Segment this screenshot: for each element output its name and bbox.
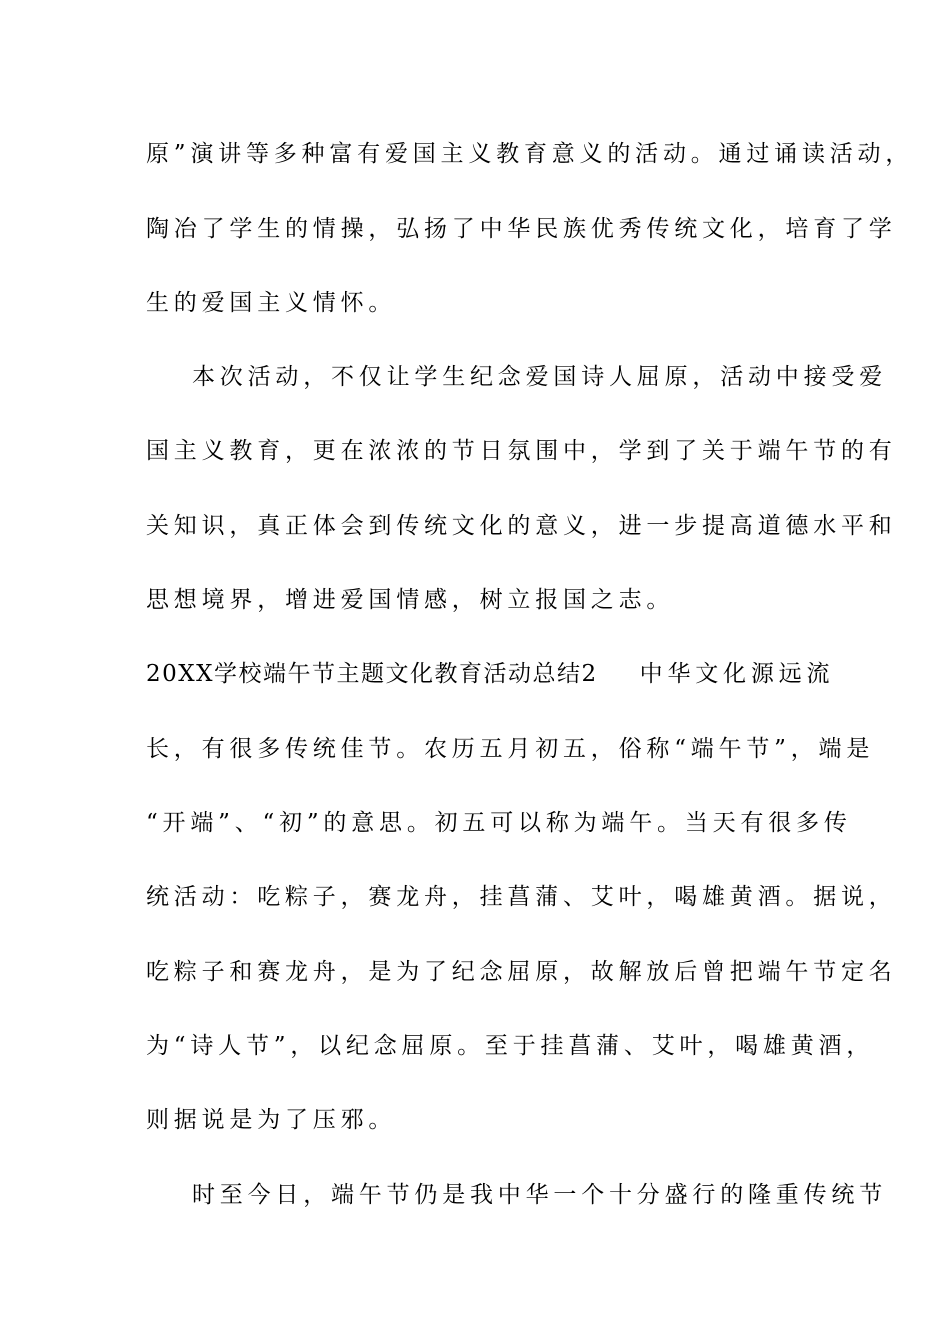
- section-first-text: 中华文化源远流: [639, 661, 835, 687]
- text-line: 思想境界，增进爱国情感，树立报国之志。: [146, 587, 675, 613]
- text-line: 国主义教育，更在浓浓的节日氛围中，学到了关于端午节的有: [146, 438, 897, 464]
- paragraph-first-line: 本次活动，不仅让学生纪念爱国诗人屈原，活动中接受爱: [192, 364, 887, 390]
- text-line: 吃粽子和赛龙舟，是为了纪念屈原，故解放后曾把端午节定名: [146, 959, 897, 985]
- text-line: 原”演讲等多种富有爱国主义教育意义的活动。通过诵读活动，: [146, 141, 914, 167]
- text-line: 长，有很多传统佳节。农历五月初五，俗称“端午节”，端是: [146, 736, 875, 762]
- text-line: 陶冶了学生的情操，弘扬了中华民族优秀传统文化，培育了学: [146, 216, 897, 242]
- paragraph-first-line: 时至今日，端午节仍是我中华一个十分盛行的隆重传统节: [192, 1182, 887, 1208]
- text-line: 生的爱国主义情怀。: [146, 290, 397, 316]
- text-line: 关知识，真正体会到传统文化的意义，进一步提高道德水平和: [146, 513, 897, 539]
- text-line: 为“诗人节”，以纪念屈原。至于挂菖蒲、艾叶，喝雄黄酒，: [146, 1033, 875, 1059]
- text-line: 统活动：吃粽子，赛龙舟，挂菖蒲、艾叶，喝雄黄酒。据说，: [146, 884, 897, 910]
- section-title: 20XX学校端午节主题文化教育活动总结2: [146, 661, 598, 687]
- section-heading-line: [146, 654, 835, 694]
- text-line: 则据说是为了压邪。: [146, 1107, 397, 1133]
- text-line: “开端”、“初”的意思。初五可以称为端午。当天有很多传: [146, 810, 852, 836]
